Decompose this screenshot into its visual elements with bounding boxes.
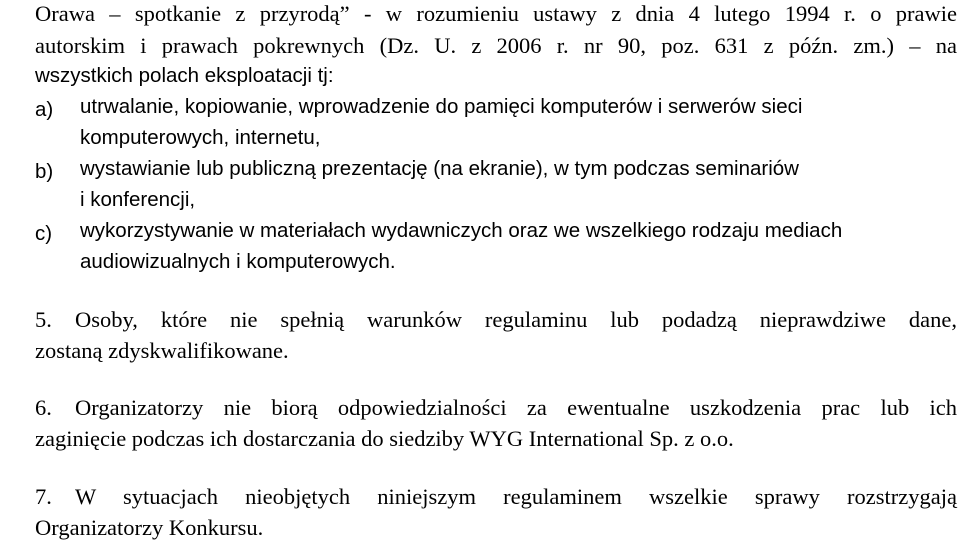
list-item-a-line-1: utrwalanie, kopiowanie, wprowadzenie do pamięci komputerów i serwerów sieci [80,95,803,118]
rule-7-line-1 [35,486,957,509]
list-item-b-line-2: i konferencji, [80,188,196,211]
intro-line-3: wszystkich polach eksploatacji tj: [35,64,334,87]
list-marker-b: b) [35,160,54,183]
rule-6-line-1 [35,397,957,420]
rule-5-line-1 [35,309,957,332]
rule-5-line-2: zostaną zdyskwalifikowane. [35,338,289,363]
rule-6-number: 6. [35,395,52,420]
list-item-c-line-1: wykorzystywanie w materiałach wydawniczych oraz we wszelkiego rodzaju mediach [80,219,843,242]
intro-line-2: autorskim i prawach pokrewnych (Dz. U. z 2006 r. nr 90, poz. 631 z późn. zm.) – na [35,33,957,58]
rule-5-text: Osoby, które nie spełnią warunków regulaminu lub podadzą nieprawdziwe dane, [75,307,957,332]
list-marker-c: c) [35,222,53,245]
rule-6-text: Organizatorzy nie biorą odpowiedzialności za ewentualne uszkodzenia prac lub ich [75,395,957,420]
rule-5-number: 5. [35,307,52,332]
rule-7-number: 7. [35,484,52,509]
rule-6-line-2: zaginięcie podczas ich dostarczania do siedziby WYG International Sp. z o.o. [35,426,734,451]
list-item-c-line-2: audiowizualnych i komputerowych. [80,250,396,273]
list-item-b-line-1: wystawianie lub publiczną prezentację (na ekranie), w tym podczas seminariów [80,157,799,180]
list-marker-a: a) [35,98,54,121]
rule-7-line-2: Organizatorzy Konkursu. [35,515,264,540]
intro-line-1: Orawa – spotkanie z przyrodą” - w rozumieniu ustawy z dnia 4 lutego 1994 r. o prawie [35,1,957,26]
list-item-a-line-2: komputerowych, internetu, [80,126,321,149]
rule-7-text: W sytuacjach nieobjętych niniejszym regulaminem wszelkie sprawy rozstrzygają [75,484,957,509]
